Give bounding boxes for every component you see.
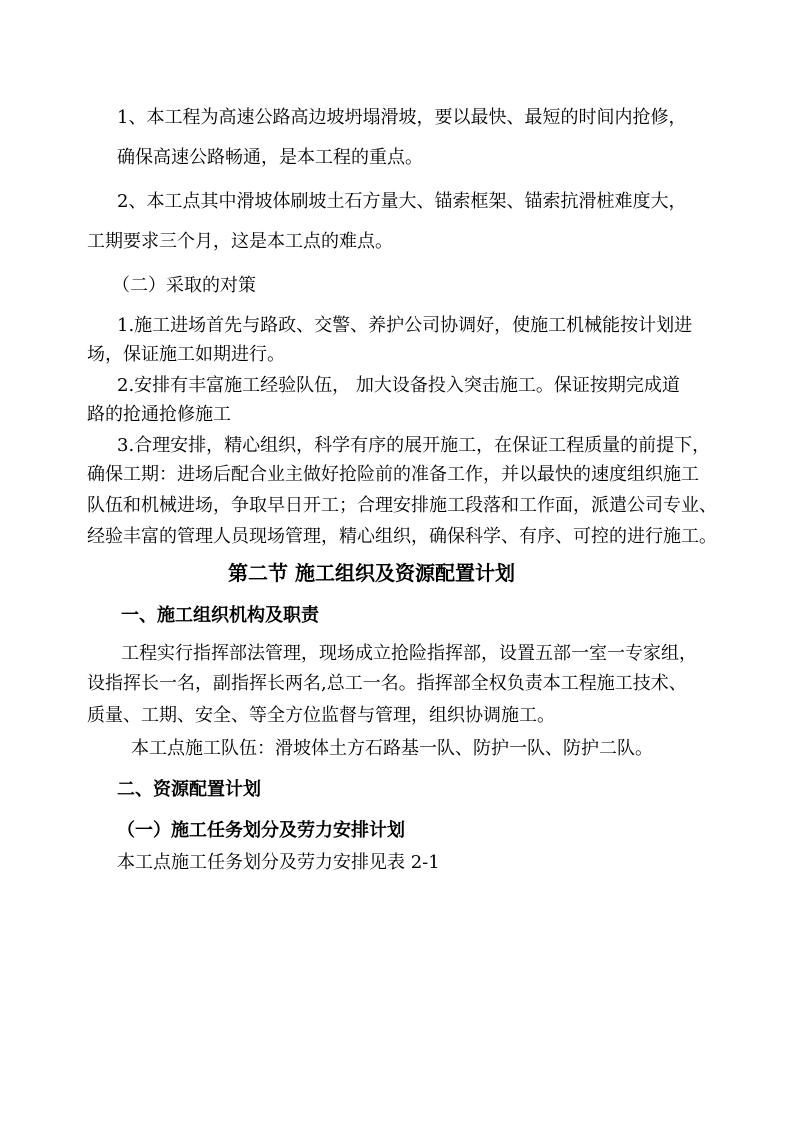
measure-3-line-3: 队伍和机械进场，争取早日开工；合理安排施工段落和工作面，派遣公司专业、 <box>87 495 717 516</box>
table-reference: 本工点施工任务划分及劳力安排见表 2-1 <box>117 852 440 873</box>
heading-task-division: （一）施工任务划分及劳力安排计划 <box>117 820 405 841</box>
measure-1-line-1: 1.施工进场首先与路政、交警、养护公司协调好，使施工机械能按计划进 <box>117 315 693 336</box>
organization-line-3: 质量、工期、安全、等全方位监督与管理，组织协调施工。 <box>87 705 555 726</box>
measure-3-line-2: 确保工期：进场后配合业主做好抢险前的准备工作，并以最快的速度组织施工 <box>87 464 699 485</box>
paragraph-2-line-1: 2、本工点其中滑坡体刷坡土石方量大、锚索框架、锚索抗滑桩难度大， <box>117 191 687 212</box>
measure-2-line-2: 路的抢通抢修施工 <box>87 404 231 425</box>
construction-teams: 本工点施工队伍：滑坡体土方石路基一队、防护一队、防护二队。 <box>131 738 653 759</box>
organization-line-1: 工程实行指挥部法管理，现场成立抢险指挥部，设置五部一室一专家组， <box>121 643 697 664</box>
heading-organization: 一、施工组织机构及职责 <box>121 605 319 626</box>
measure-1-line-2: 场，保证施工如期进行。 <box>87 344 285 365</box>
paragraph-1-line-2: 确保高速公路畅通，是本工程的重点。 <box>117 147 423 168</box>
organization-line-2: 设指挥长一名，副指挥长两名,总工一名。指挥部全权负责本工程施工技术、 <box>87 673 687 694</box>
section-title: 第二节 施工组织及资源配置计划 <box>228 561 515 585</box>
measures-subtitle: （二）采取的对策 <box>112 275 256 296</box>
measure-2-line-1: 2.安排有丰富施工经验队伍， 加大设备投入突击施工。保证按期完成道 <box>117 375 680 396</box>
measure-3-line-4: 经验丰富的管理人员现场管理，精心组织，确保科学、有序、可控的进行施工。 <box>87 526 717 547</box>
measure-3-line-1: 3.合理安排，精心组织，科学有序的展开施工，在保证工程质量的前提下， <box>117 435 711 456</box>
paragraph-2-line-2: 工期要求三个月，这是本工点的难点。 <box>87 231 393 252</box>
paragraph-1-line-1: 1、本工程为高速公路高边坡坍塌滑坡，要以最快、最短的时间内抢修， <box>117 107 687 128</box>
heading-resources: 二、资源配置计划 <box>117 779 261 800</box>
